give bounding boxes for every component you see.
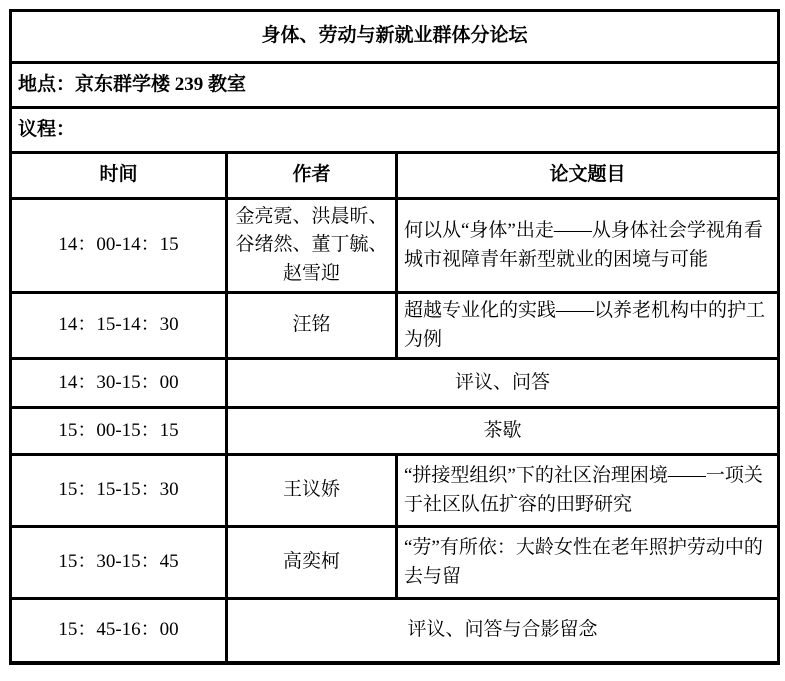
authors-cell: 王议娇 [227,455,397,527]
table-row [11,293,779,359]
column-header-paper-title: 论文题目 [397,153,779,199]
time-cell: 15：15-15：30 [11,455,227,527]
forum-schedule-table [9,9,780,665]
authors-cell: 高奕柯 [227,527,397,599]
table-row [11,359,779,408]
title-row [11,11,779,63]
column-header-author: 作者 [227,153,397,199]
authors-cell: 金亮霓、洪晨昕、谷绪然、董丁毓、赵雪迎 [227,199,397,293]
time-cell: 15：00-15：15 [11,408,227,455]
table-row [11,599,779,663]
column-header-time: 时间 [11,153,227,199]
time-cell: 14：30-15：00 [11,359,227,408]
time-cell: 14：00-14：15 [11,199,227,293]
agenda-row [11,108,779,153]
event-cell: 评议、问答与合影留念 [227,599,779,663]
paper-title-cell: “拼接型组织”下的社区治理困境——一项关于社区队伍扩容的田野研究 [397,455,779,527]
header-row [11,153,779,199]
page-title: 身体、劳动与新就业群体分论坛 [11,11,779,63]
table-row [11,527,779,599]
time-cell: 15：45-16：00 [11,599,227,663]
paper-title-cell: 何以从“身体”出走——从身体社会学视角看城市视障青年新型就业的困境与可能 [397,199,779,293]
location-text: 地点：京东群学楼 239 教室 [11,63,779,108]
table-row [11,455,779,527]
event-cell: 评议、问答 [227,359,779,408]
table-row [11,199,779,293]
table-row [11,408,779,455]
time-cell: 15：30-15：45 [11,527,227,599]
time-cell: 14：15-14：30 [11,293,227,359]
paper-title-cell: 超越专业化的实践——以养老机构中的护工为例 [397,293,779,359]
agenda-label: 议程： [11,108,779,153]
paper-title-cell: “劳”有所依：大龄女性在老年照护劳动中的去与留 [397,527,779,599]
location-row [11,63,779,108]
event-cell: 茶歇 [227,408,779,455]
authors-cell: 汪铭 [227,293,397,359]
